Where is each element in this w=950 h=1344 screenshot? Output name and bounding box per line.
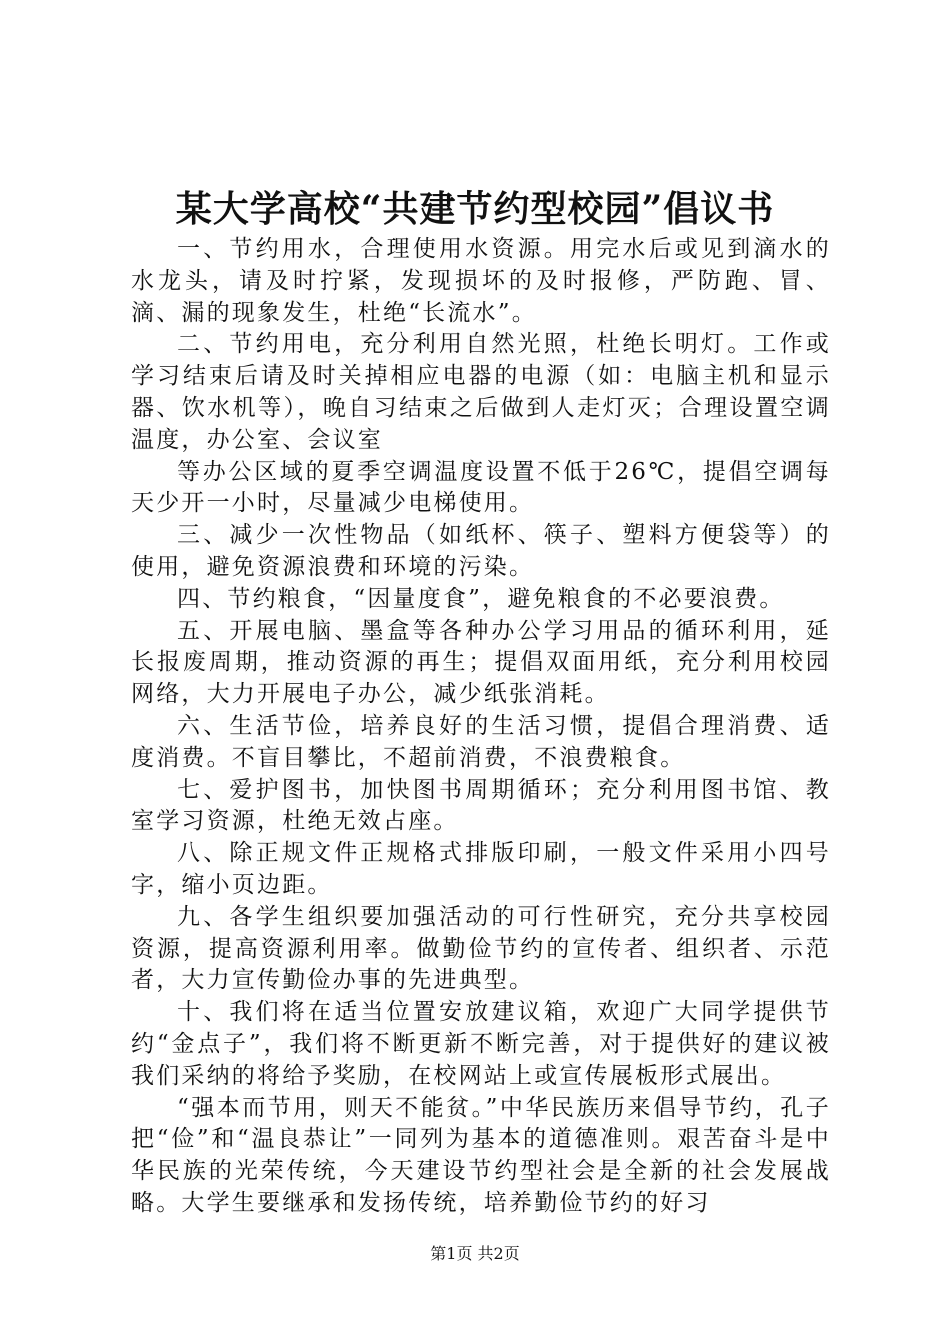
- paragraph-electricity: 二、节约用电，充分利用自然光照，杜绝长明灯。工作或学习结束后请及时关掉相应电器的电源（如：电脑主机和显示器、饮水机等），晚自习结束之后做到人走灯灭；合理设置空调温度，办公室、会议室: [131, 331, 831, 453]
- paragraph-suggestion-box: 十、我们将在适当位置安放建议箱，欢迎广大同学提供节约“金点子”，我们将不断更新不断完善，对于提供好的建议被我们采纳的将给予奖励，在校网站上或宣传展板形式展出。: [131, 999, 831, 1089]
- paragraph-food: 四、节约粮食，“因量度食”，避免粮食的不必要浪费。: [177, 585, 785, 612]
- paragraph-closing: “强本而节用，则天不能贫。”中华民族历来倡导节约，孔子把“俭”和“温良恭让”一同列为基本的道德准则。艰苦奋斗是中华民族的光荣传统，今天建设节约型社会是全新的社会发展战略。大学生要继承和发扬传统，培养勤俭节约的好习: [131, 1094, 831, 1216]
- paragraph-recycling: 五、开展电脑、墨盒等各种办公学习用品的循环利用，延长报废周期，推动资源的再生；提倡双面用纸，充分利用校园网络，大力开展电子办公，减少纸张消耗。: [131, 617, 831, 708]
- paragraph-frugal-living: 六、生活节俭，培养良好的生活习惯，提倡合理消费、适度消费。不盲目攀比，不超前消费，不浪费粮食。: [131, 712, 831, 771]
- paragraph-disposables: 三、减少一次性物品（如纸杯、筷子、塑料方便袋等）的使用，避免资源浪费和环境的污染。: [131, 522, 831, 580]
- paragraph-student-orgs: 九、各学生组织要加强活动的可行性研究，充分共享校园资源，提高资源利用率。做勤俭节约的宣传者、组织者、示范者，大力宣传勤俭办事的先进典型。: [131, 903, 831, 994]
- document-title: 某大学高校“共建节约型校园”倡议书: [175, 188, 775, 230]
- paragraph-books: 七、爱护图书，加快图书周期循环；充分利用图书馆、教室学习资源，杜绝无效占座。: [131, 776, 831, 835]
- document-body: [131, 234, 831, 1220]
- paragraph-aircon: 等办公区域的夏季空调温度设置不低于26℃，提倡空调每天少开一小时，尽量减少电梯使用。: [131, 458, 831, 517]
- paragraph-water: 一、节约用水，合理使用水资源。用完水后或见到滴水的水龙头，请及时拧紧，发现损坏的及时报修，严防跑、冒、滴、漏的现象发生，杜绝“长流水”。: [131, 236, 831, 326]
- page-number-footer: 第1页 共2页: [430, 1244, 520, 1263]
- paragraph-printing: 八、除正规文件正规格式排版印刷，一般文件采用小四号字，缩小页边距。: [131, 840, 831, 898]
